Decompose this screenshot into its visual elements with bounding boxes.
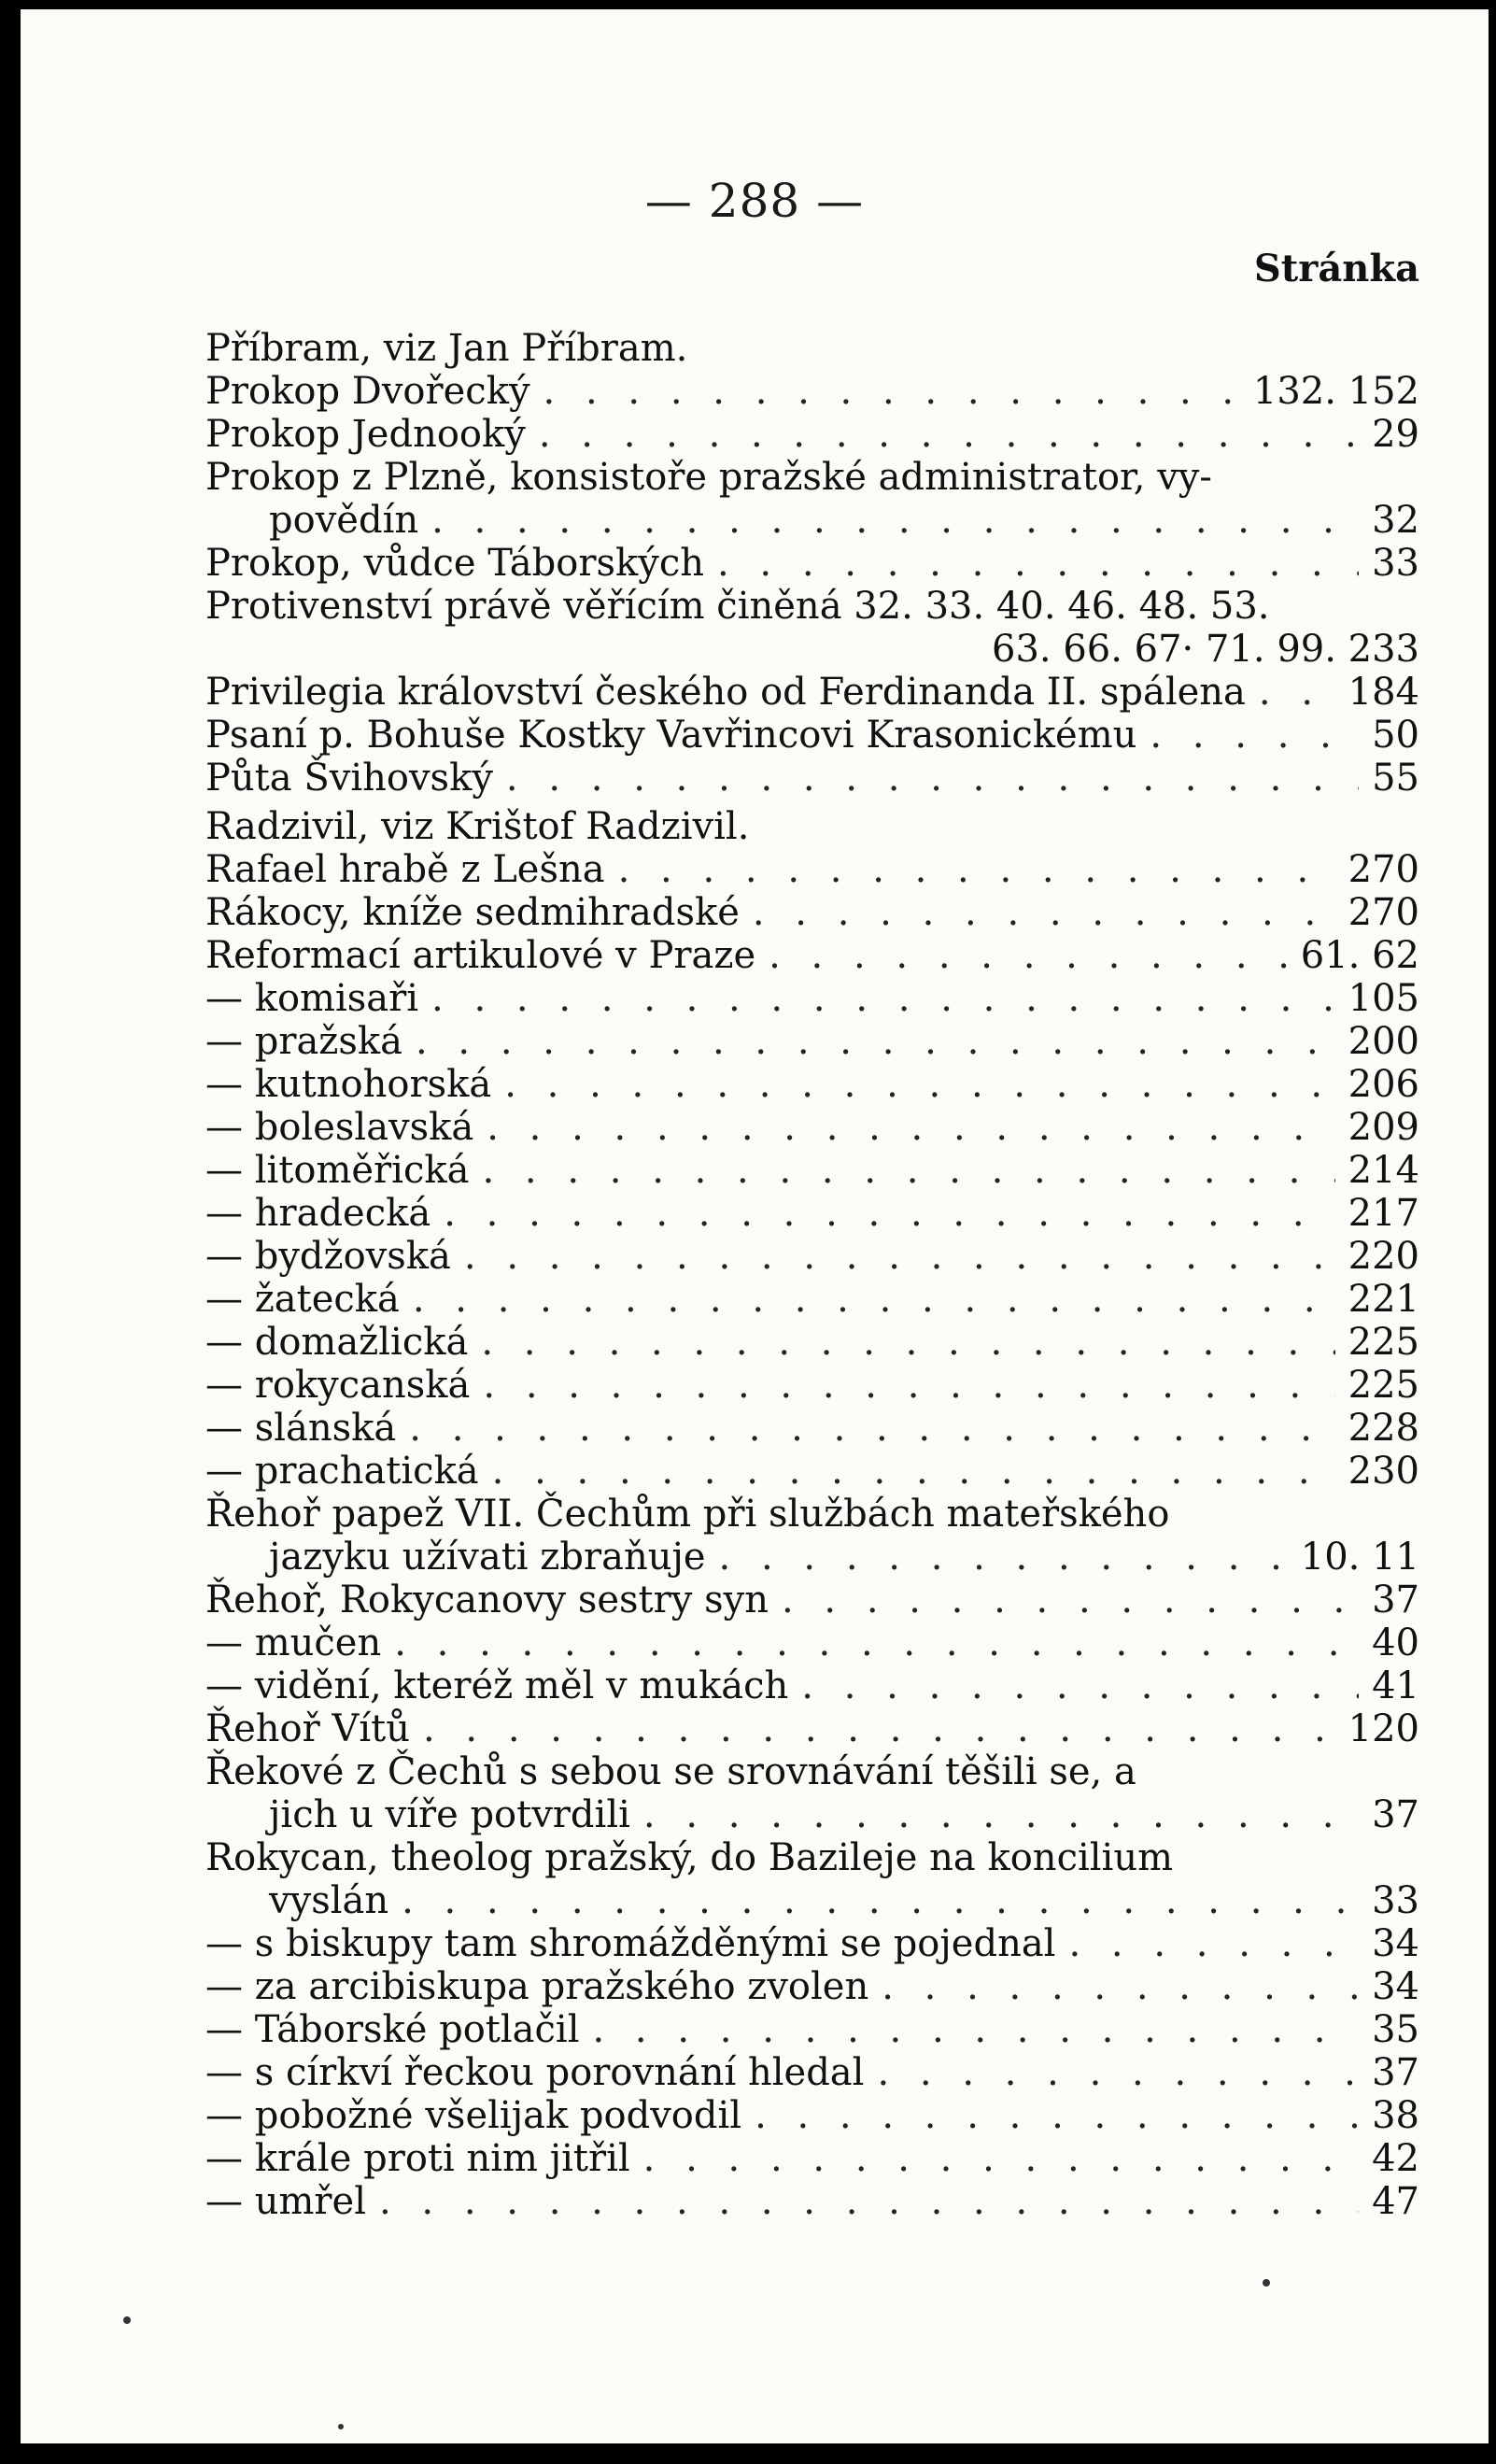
index-entry — [205, 1621, 1419, 1664]
entry-pages: 225 — [1348, 1364, 1419, 1407]
entry-pages: 63. 66. 67· 71. 99. 233 — [992, 628, 1419, 671]
entry-pages: 55 — [1372, 757, 1419, 800]
dot-leader — [717, 542, 1359, 585]
dot-leader — [593, 2008, 1360, 2051]
entry-title: — bydžovská — [205, 1235, 451, 1278]
dot-leader — [487, 1106, 1334, 1149]
book-page — [21, 9, 1489, 2443]
dot-leader — [423, 1707, 1335, 1750]
entry-title: — s biskupy tam shromážděnými se pojednal — [205, 1922, 1056, 1965]
dot-leader — [492, 1450, 1335, 1493]
entry-pages: 50 — [1372, 714, 1419, 757]
entry-title: vyslán — [269, 1879, 389, 1922]
entry-pages: 200 — [1348, 1020, 1419, 1063]
entry-title: Privilegia království českého od Ferdinanda II. spálena — [205, 671, 1246, 714]
entry-title: — s církví řeckou porovnání hledal — [205, 2051, 865, 2094]
entry-pages: 206 — [1348, 1063, 1419, 1106]
column-header-page: Stránka — [1253, 247, 1419, 290]
entry-title: — rokycanská — [205, 1364, 471, 1407]
entry-title: — kutnohorská — [205, 1063, 492, 1106]
entry-title: Reformací artikulové v Praze — [205, 934, 756, 977]
dot-leader — [643, 1793, 1359, 1836]
entry-pages: 220 — [1348, 1235, 1419, 1278]
index-entry — [205, 2094, 1419, 2137]
dot-leader — [782, 1579, 1359, 1621]
dot-leader — [719, 1536, 1288, 1579]
dot-leader — [504, 1063, 1334, 1106]
dot-leader — [413, 1278, 1335, 1321]
dot-leader — [1068, 1922, 1359, 1965]
dot-leader — [801, 1664, 1359, 1707]
entry-title: — Táborské potlačil — [205, 2008, 580, 2051]
index-entry — [205, 1192, 1419, 1235]
index-entry — [205, 1278, 1419, 1321]
entry-pages: 270 — [1348, 891, 1419, 934]
entry-pages: 33 — [1372, 1879, 1419, 1922]
entry-pages: 37 — [1372, 2051, 1419, 2094]
index-entry-continuation — [205, 499, 1419, 542]
index-entry — [205, 1922, 1419, 1965]
entry-pages: 132. 152 — [1252, 370, 1419, 413]
dot-leader — [755, 2094, 1359, 2137]
index-entry — [205, 1063, 1419, 1106]
entry-title: — litoměřická — [205, 1149, 470, 1192]
index-entry-continuation — [205, 1879, 1419, 1922]
index-entry — [205, 2051, 1419, 2094]
entry-title: — žatecká — [205, 1278, 400, 1321]
entry-pages: 37 — [1372, 1579, 1419, 1621]
dot-leader — [481, 1321, 1334, 1364]
entry-pages: 221 — [1348, 1278, 1419, 1321]
index-entry — [205, 757, 1419, 800]
print-speck — [338, 2424, 344, 2429]
dot-leader — [543, 370, 1240, 413]
dot-leader — [1259, 671, 1335, 714]
entry-title: Prokop, vůdce Táborských — [205, 542, 704, 585]
entry-pages: 120 — [1348, 1707, 1419, 1750]
entry-title: — prachatická — [205, 1450, 479, 1493]
index-entry — [205, 1664, 1419, 1707]
dot-leader — [409, 1407, 1334, 1450]
dot-leader — [769, 934, 1288, 977]
index-entry: Příbram, viz Jan Příbram. — [205, 327, 688, 370]
index-entry — [205, 413, 1419, 456]
entry-title: — za arcibiskupa pražského zvolen — [205, 1965, 869, 2008]
index-entry — [205, 1965, 1419, 2008]
index-entry — [205, 977, 1419, 1020]
index-entry — [205, 2137, 1419, 2180]
entry-title: Řehoř, Rokycanovy sestry syn — [205, 1579, 769, 1621]
entry-pages: 209 — [1348, 1106, 1419, 1149]
dot-leader — [416, 1020, 1335, 1063]
index-entry-line: Protivenství právě věřícím činěná 32. 33. 40. 46. 48. 53. — [205, 585, 1270, 628]
entry-title: — boleslavská — [205, 1106, 474, 1149]
entry-pages: 214 — [1348, 1149, 1419, 1192]
dot-leader — [483, 1364, 1334, 1407]
index-entry-line: Řekové z Čechů s sebou se srovnávání těšili se, a — [205, 1750, 1136, 1793]
dot-leader — [482, 1149, 1334, 1192]
entry-pages: 61. 62 — [1300, 934, 1419, 977]
entry-title: — mučen — [205, 1621, 382, 1664]
index-entry — [205, 1235, 1419, 1278]
entry-title: Psaní p. Bohuše Kostky Vavřincovi Krasonickému — [205, 714, 1137, 757]
entry-pages: 40 — [1372, 1621, 1419, 1664]
index-entry — [205, 934, 1419, 977]
entry-pages: 34 — [1372, 1965, 1419, 2008]
index-entry — [205, 370, 1419, 413]
dot-leader — [394, 1621, 1359, 1664]
index-entry — [205, 2180, 1419, 2223]
entry-pages: 184 — [1348, 671, 1419, 714]
entry-pages: 29 — [1372, 413, 1419, 456]
entry-title: — pražská — [205, 1020, 402, 1063]
index-entry — [205, 1020, 1419, 1063]
index-entry-line: Prokop z Plzně, konsistoře pražské administrator, vy- — [205, 456, 1212, 499]
index-entry — [205, 1450, 1419, 1493]
entry-title: — komisaři — [205, 977, 419, 1020]
entry-title: Rafael hrabě z Lešna — [205, 848, 605, 891]
entry-title: — slánská — [205, 1407, 397, 1450]
dot-leader — [618, 848, 1335, 891]
dot-leader — [1150, 714, 1359, 757]
index-entry-continuation — [205, 1536, 1419, 1579]
index-entry — [205, 1106, 1419, 1149]
entry-title: — pobožné všelijak podvodil — [205, 2094, 742, 2137]
index-entry — [205, 1707, 1419, 1750]
index-entry — [205, 542, 1419, 585]
entry-pages: 10. 11 — [1300, 1536, 1419, 1579]
entry-title: jich u víře potvrdili — [269, 1793, 630, 1836]
entry-pages: 47 — [1372, 2180, 1419, 2223]
entry-pages: 105 — [1348, 977, 1419, 1020]
dot-leader — [643, 2137, 1359, 2180]
index-list — [205, 327, 1419, 2223]
entry-pages: 270 — [1348, 848, 1419, 891]
entry-title: — umřel — [205, 2180, 366, 2223]
entry-pages: 228 — [1348, 1407, 1419, 1450]
index-entry — [205, 1579, 1419, 1621]
entry-title: Rákocy, kníže sedmihradské — [205, 891, 740, 934]
entry-pages: 225 — [1348, 1321, 1419, 1364]
entry-title: povědín — [269, 499, 419, 542]
entry-title: — krále proti nim jitřil — [205, 2137, 630, 2180]
entry-pages: 37 — [1372, 1793, 1419, 1836]
dot-leader — [753, 891, 1335, 934]
entry-pages: 217 — [1348, 1192, 1419, 1235]
dot-leader — [464, 1235, 1335, 1278]
index-entry — [205, 1149, 1419, 1192]
dot-leader — [506, 757, 1359, 800]
entry-pages: 33 — [1372, 542, 1419, 585]
dot-leader — [444, 1192, 1334, 1235]
entry-title: Řehoř Vítů — [205, 1707, 410, 1750]
dot-leader — [431, 977, 1335, 1020]
print-speck — [1263, 2279, 1270, 2287]
index-entry — [205, 1364, 1419, 1407]
entry-title: — vidění, kteréž měl v mukách — [205, 1664, 789, 1707]
index-entry — [205, 714, 1419, 757]
entry-title: — hradecká — [205, 1192, 431, 1235]
print-speck — [123, 2316, 131, 2324]
entry-title: Prokop Jednooký — [205, 413, 526, 456]
dot-leader — [539, 413, 1359, 456]
entry-pages: 34 — [1372, 1922, 1419, 1965]
entry-pages: 35 — [1372, 2008, 1419, 2051]
entry-pages: 38 — [1372, 2094, 1419, 2137]
dot-leader — [379, 2180, 1359, 2223]
entry-title: Prokop Dvořecký — [205, 370, 530, 413]
dot-leader — [402, 1879, 1359, 1922]
index-entry — [205, 2008, 1419, 2051]
index-entry — [205, 1407, 1419, 1450]
index-entry — [205, 891, 1419, 934]
index-entry — [205, 1321, 1419, 1364]
index-entry-continuation — [205, 1793, 1419, 1836]
dot-leader — [431, 499, 1359, 542]
index-entry-line: Rokycan, theolog pražský, do Bazileje na koncilium — [205, 1836, 1174, 1879]
entry-pages: 42 — [1372, 2137, 1419, 2180]
dot-leader — [877, 2051, 1359, 2094]
entry-title: — domažlická — [205, 1321, 469, 1364]
index-entry: Radzivil, viz Krištof Radzivil. — [205, 805, 750, 848]
entry-pages: 32 — [1372, 499, 1419, 542]
index-entry — [205, 671, 1419, 714]
entry-pages: 41 — [1372, 1664, 1419, 1707]
entry-pages: 230 — [1348, 1450, 1419, 1493]
page-number: — 288 — — [644, 174, 865, 228]
entry-title: jazyku užívati zbraňuje — [269, 1536, 706, 1579]
dot-leader — [882, 1965, 1359, 2008]
index-entry-line: Řehoř papež VII. Čechům při službách mateřského — [205, 1493, 1170, 1536]
entry-title: Půta Švihovský — [205, 757, 493, 800]
index-entry — [205, 848, 1419, 891]
